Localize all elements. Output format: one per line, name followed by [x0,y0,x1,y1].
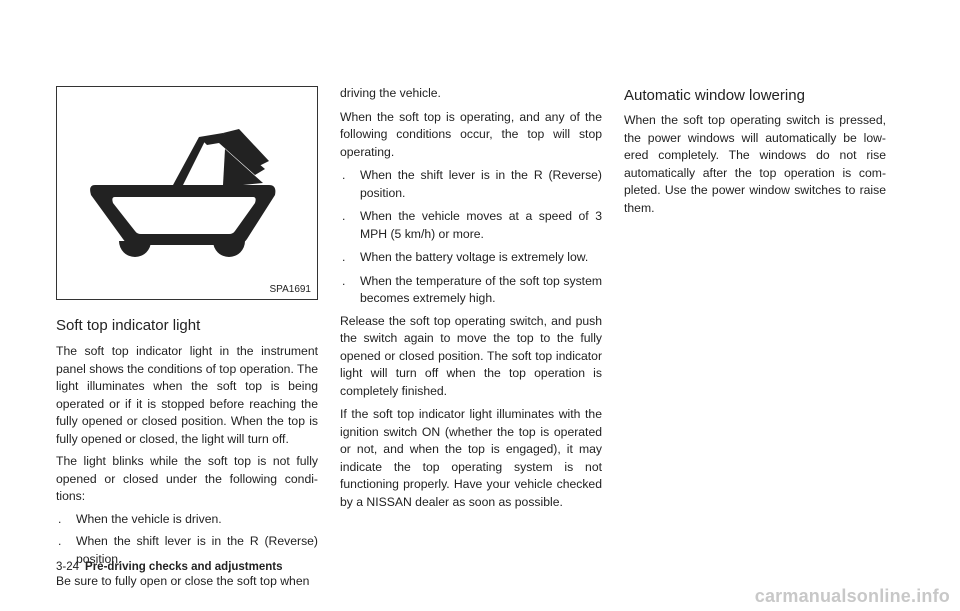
watermark: carmanualsonline.info [754,586,950,606]
paragraph: When the soft top is operating, and any of the following conditions occur, the top will stop operating. [340,109,602,159]
list-item-text: When the vehicle moves at a speed of 3 MPH (5 km/h) or more. [360,209,602,241]
section-heading-automatic-window-lowering: Automatic window lowering [624,87,805,104]
page-number: 3-24 [56,561,80,573]
list-item: . When the shift lever is in the R (Reverse) position. [342,168,602,200]
column-2 [340,85,602,511]
soft-top-vehicle-icon [57,87,319,301]
list-item-text: When the shift lever is in the R (Reverse) position. [76,534,318,566]
list-item: . When the vehicle moves at a speed of 3 MPH (5 km/h) or more. [342,209,602,241]
figure-id: SPA1691 [269,284,311,295]
paragraph: When the soft top operating switch is pressed, the power windows will automatically be low-ered completely. The windows do not rise automatically after the top operation is com-pleted. Use the power window switches to raise them. [624,113,886,215]
paragraph: Release the soft top operating switch, and push the switch again to move the top to the fully opened or closed position. The soft top indicator light will turn off when the top operation is completely finished. [340,313,602,398]
list-item: . When the temperature of the soft top system becomes extremely high. [342,273,602,305]
list-item-text: When the temperature of the soft top system becomes extremely high. [360,273,602,305]
footer-section-title: Pre-driving checks and adjustments [85,561,283,573]
paragraph: If the soft top indicator light illuminates with the ignition switch ON (whether the top is operated or not, and when the top is engaged), it may indicate the top operating system is not functioning properly. Have your vehicle checked by a NISSAN dealer as soon as possible. [340,407,602,509]
section-heading-soft-top-indicator: Soft top indicator light [56,317,201,334]
paragraph: The light blinks while the soft top is not fully opened or closed under the following condi-tions: [56,454,318,503]
figure-box [56,86,318,300]
list-item-text: When the shift lever is in the R (Reverse) position. [360,168,602,200]
list-item: . When the shift lever is in the R (Reverse) position. [58,534,318,566]
paragraph: driving the vehicle. [340,86,441,100]
page-footer [56,561,283,573]
list-item: . When the battery voltage is extremely low. [342,250,589,264]
list-item-text: When the vehicle is driven. [76,511,222,526]
paragraph: Be sure to fully open or close the soft top when [56,574,310,588]
column-3 [624,87,886,217]
list-item-text: When the battery voltage is extremely low. [360,250,589,264]
column-1 [56,317,318,591]
paragraph: The soft top indicator light in the instrument panel shows the conditions of top operation. The light illuminates when the soft top is being operated or if it is stopped before reaching the fully opened or closed position. When the top is fully opened or closed, the light will turn off. [56,344,318,446]
list-item: . When the vehicle is driven. [58,511,222,526]
